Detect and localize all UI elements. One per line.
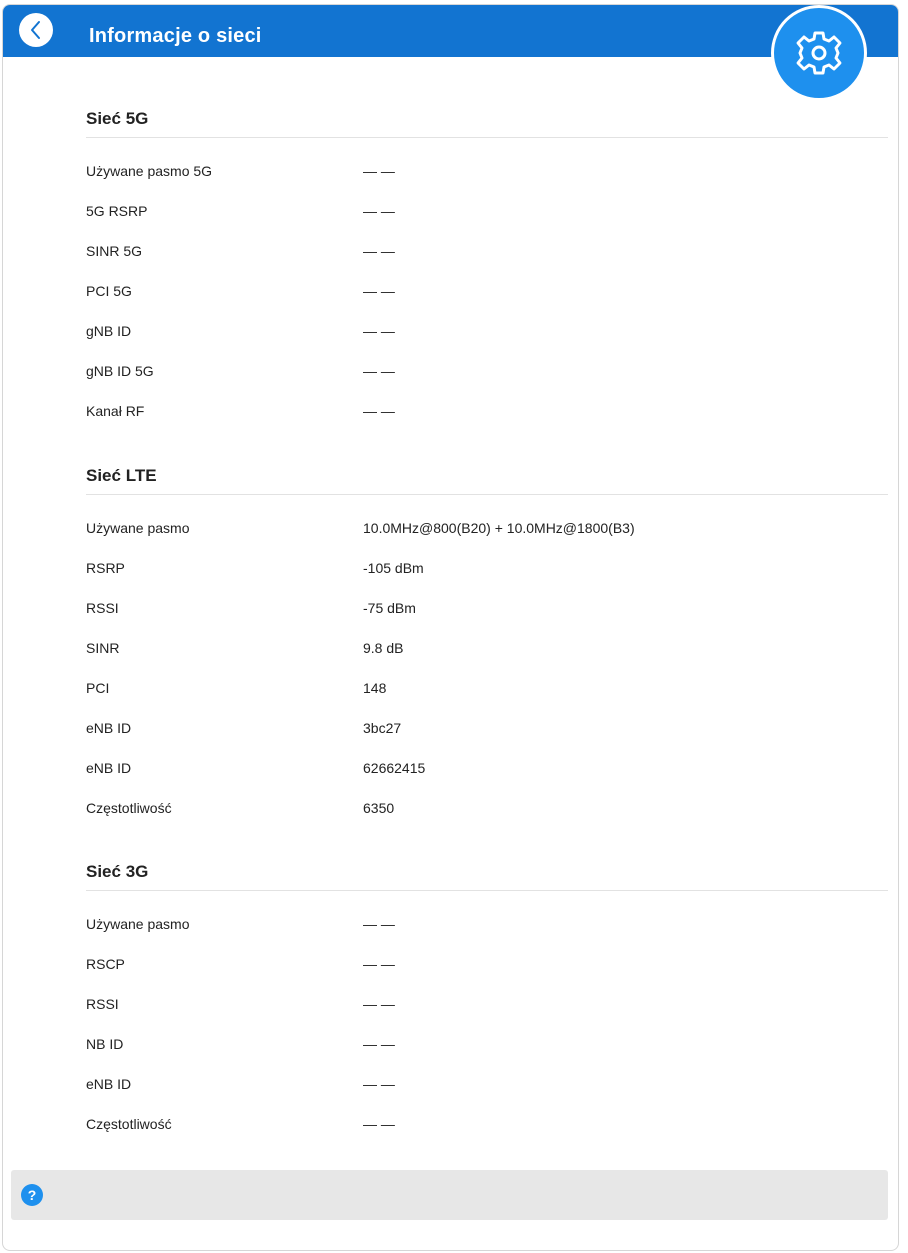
info-label: RSCP (86, 956, 125, 972)
info-label: Częstotliwość (86, 800, 172, 816)
info-label: RSRP (86, 560, 125, 576)
section-title: Sieć 3G (86, 862, 149, 881)
info-label: gNB ID 5G (86, 363, 154, 379)
info-value: — — (363, 916, 395, 932)
info-value: — — (363, 996, 395, 1012)
info-label: RSSI (86, 600, 119, 616)
info-label: Używane pasmo (86, 916, 190, 932)
info-label: Używane pasmo 5G (86, 163, 213, 179)
info-value: 148 (363, 680, 387, 696)
info-value: 3bc27 (363, 720, 402, 736)
page-title: Informacje o sieci (89, 25, 262, 47)
info-value: — — (363, 163, 395, 179)
info-value: — — (363, 363, 395, 379)
info-value: -105 dBm (363, 560, 424, 576)
network-info-panel (2, 4, 899, 1251)
info-value: — — (363, 323, 395, 339)
info-value: 9.8 dB (363, 640, 404, 656)
back-button[interactable] (19, 13, 53, 47)
info-value: — — (363, 1076, 395, 1092)
info-value: — — (363, 283, 395, 299)
page-header (3, 5, 898, 57)
info-label: PCI (86, 680, 110, 696)
info-value: — — (363, 1116, 395, 1132)
info-label: Częstotliwość (86, 1116, 172, 1132)
info-value: -75 dBm (363, 600, 416, 616)
help-bar (11, 1170, 888, 1220)
chevron-left-icon (29, 20, 43, 40)
info-label: gNB ID (86, 323, 132, 339)
info-value: — — (363, 243, 395, 259)
settings-button[interactable] (771, 5, 867, 101)
info-value: — — (363, 1036, 395, 1052)
section-title: Sieć 5G (86, 109, 149, 128)
info-value: — — (363, 956, 395, 972)
info-label: SINR (86, 640, 120, 656)
section-divider (86, 137, 888, 138)
info-label: Używane pasmo (86, 520, 190, 536)
info-label: eNB ID (86, 760, 132, 776)
info-value: 62662415 (363, 760, 426, 776)
section-divider (86, 890, 888, 891)
info-label: eNB ID (86, 1076, 132, 1092)
section-divider (86, 494, 888, 495)
info-label: Kanał RF (86, 403, 145, 419)
info-label: SINR 5G (86, 243, 143, 259)
info-label: NB ID (86, 1036, 124, 1052)
info-value: — — (363, 403, 395, 419)
gear-icon (794, 28, 844, 78)
info-label: RSSI (86, 996, 119, 1012)
info-label: 5G RSRP (86, 203, 148, 219)
info-label: PCI 5G (86, 283, 132, 299)
help-icon[interactable]: ? (21, 1184, 43, 1206)
info-label: eNB ID (86, 720, 132, 736)
info-value: 6350 (363, 800, 395, 816)
info-value: 10.0MHz@800(B20) + 10.0MHz@1800(B3) (363, 520, 635, 536)
section-title: Sieć LTE (86, 466, 157, 485)
info-value: — — (363, 203, 395, 219)
